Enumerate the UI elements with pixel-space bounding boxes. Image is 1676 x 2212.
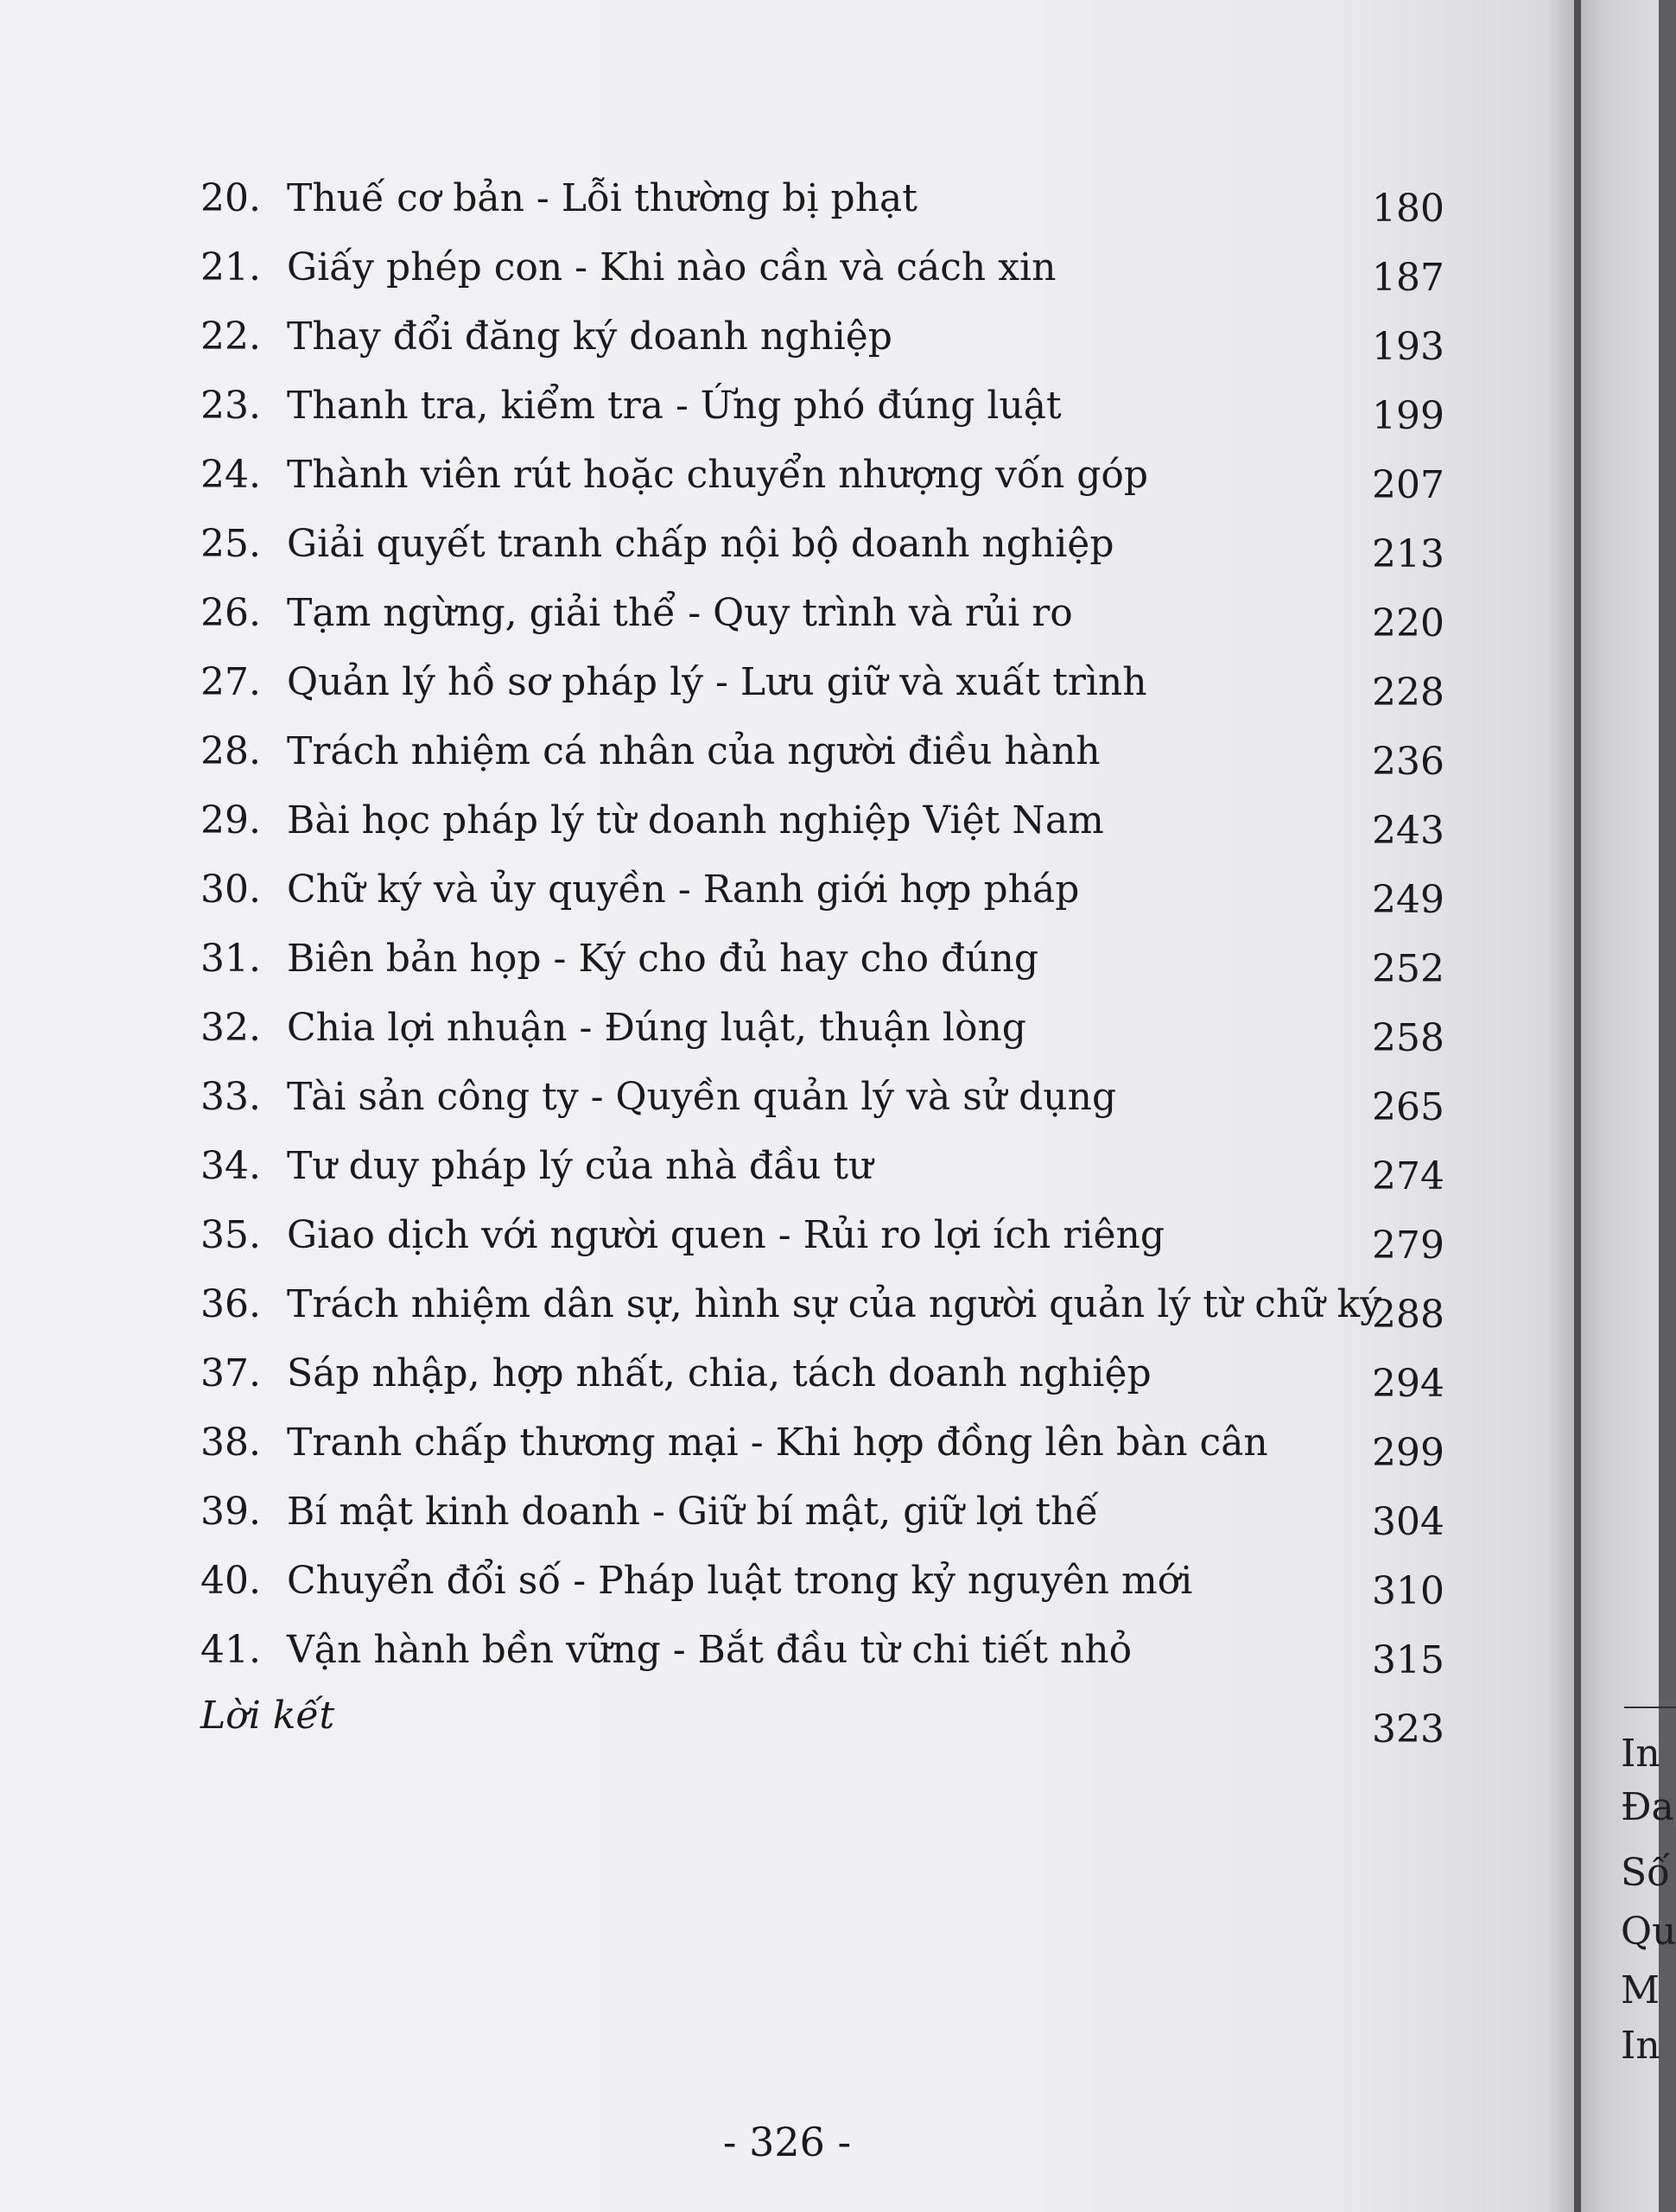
- toc-entry-24: [200, 441, 1444, 510]
- toc-entry-number: 39.: [200, 1490, 261, 1534]
- toc-entry-title: Bí mật kinh doanh - Giữ bí mật, giữ lợi thế: [287, 1490, 1099, 1534]
- toc-entry-number: 36.: [200, 1282, 261, 1326]
- toc-entry-page: 207: [1372, 463, 1444, 507]
- toc-entry-number: 34.: [200, 1144, 261, 1188]
- toc-entry-number: 38.: [200, 1421, 261, 1465]
- toc-entry-title: Chuyển đổi số - Pháp luật trong kỷ nguyên mới: [287, 1559, 1193, 1603]
- toc-entry-page: 187: [1372, 256, 1444, 300]
- toc-entry-28: [200, 717, 1444, 786]
- adjacent-page-fragment: Số: [1621, 1851, 1671, 1895]
- toc-entry-number: 21.: [200, 245, 261, 289]
- toc-entry-38: [200, 1408, 1444, 1478]
- toc-entry-page: 213: [1372, 532, 1444, 576]
- toc-entry-number: 33.: [200, 1075, 261, 1119]
- adjacent-page-fragment: In: [1621, 2024, 1660, 2068]
- toc-entry-page: 252: [1372, 947, 1444, 991]
- toc-entry-page: 265: [1372, 1085, 1444, 1129]
- toc-entry-number: 35.: [200, 1213, 261, 1257]
- toc-entry-title: Giấy phép con - Khi nào cần và cách xin: [287, 245, 1057, 289]
- toc-entry-title: Bài học pháp lý từ doanh nghiệp Việt Nam: [287, 798, 1104, 842]
- toc-entry-21: [200, 233, 1444, 302]
- toc-entry-page: 220: [1372, 601, 1444, 645]
- toc-entry-number: 40.: [200, 1559, 261, 1603]
- toc-entry-page: 299: [1372, 1431, 1444, 1475]
- toc-entry-number: 20.: [200, 176, 261, 220]
- toc-entry-page: 288: [1372, 1293, 1444, 1337]
- adjacent-page: [1581, 0, 1676, 2212]
- toc-entry-page: 315: [1372, 1638, 1444, 1682]
- toc-entry-30: [200, 855, 1444, 925]
- toc-entry-number: 29.: [200, 798, 261, 842]
- toc-entry-40: [200, 1547, 1444, 1616]
- toc-entry-title: Chữ ký và ủy quyền - Ranh giới hợp pháp: [287, 868, 1080, 912]
- adjacent-page-fragment: Qu: [1621, 1910, 1676, 1954]
- page-gutter-shadow: [1546, 0, 1581, 2212]
- adjacent-page-fragment: Đa: [1621, 1785, 1674, 1829]
- toc-entry-36: [200, 1270, 1444, 1339]
- toc-entry-number: 30.: [200, 868, 261, 912]
- toc-entry-page: 243: [1372, 809, 1444, 853]
- toc-entry-title: Vận hành bền vững - Bắt đầu từ chi tiết nhỏ: [287, 1628, 1133, 1672]
- toc-entry-number: 25.: [200, 522, 261, 566]
- toc-entry-page: 236: [1372, 740, 1444, 784]
- toc-entry-26: [200, 579, 1444, 648]
- toc-entry-title: Chia lợi nhuận - Đúng luật, thuận lòng: [287, 1006, 1026, 1050]
- toc-entry-page: 199: [1372, 394, 1444, 438]
- toc-entry-page: 180: [1372, 187, 1444, 231]
- toc-entry-number: 23.: [200, 384, 261, 428]
- adjacent-page-fragment: M: [1621, 1968, 1660, 2012]
- toc-entry-31: [200, 925, 1444, 994]
- toc-entry-title: Thành viên rút hoặc chuyển nhượng vốn góp: [287, 453, 1149, 497]
- toc-entry-number: 31.: [200, 937, 261, 981]
- toc-entry-page: 228: [1372, 671, 1444, 715]
- toc-entry-title: Thanh tra, kiểm tra - Ứng phó đúng luật: [287, 384, 1062, 428]
- toc-entry-title: Giao dịch với người quen - Rủi ro lợi ích riêng: [287, 1213, 1165, 1257]
- epilogue-page: 323: [1372, 1707, 1444, 1751]
- toc-entry-page: 249: [1372, 878, 1444, 922]
- toc-entry-title: Sáp nhập, hợp nhất, chia, tách doanh nghiệp: [287, 1351, 1152, 1395]
- toc-entry-title: Tranh chấp thương mại - Khi hợp đồng lên bàn cân: [287, 1421, 1268, 1465]
- toc-entry-title: Tư duy pháp lý của nhà đầu tư: [287, 1144, 873, 1188]
- toc-entry-32: [200, 994, 1444, 1063]
- toc-entry-title: Quản lý hồ sơ pháp lý - Lưu giữ và xuất trình: [287, 660, 1147, 704]
- toc-entry-27: [200, 648, 1444, 717]
- toc-entry-25: [200, 510, 1444, 579]
- toc-entry-page: 279: [1372, 1224, 1444, 1268]
- toc-entry-title: Tạm ngừng, giải thể - Quy trình và rủi ro: [287, 591, 1073, 635]
- toc-entry-page: 193: [1372, 325, 1444, 369]
- toc-entry-23: [200, 372, 1444, 441]
- toc-entry-number: 26.: [200, 591, 261, 635]
- toc-entry-20: [200, 164, 1444, 233]
- adjacent-page-rule: [1624, 1707, 1676, 1708]
- toc-entry-page: 304: [1372, 1500, 1444, 1544]
- toc-entry-number: 24.: [200, 453, 261, 497]
- toc-entry-number: 32.: [200, 1006, 261, 1050]
- toc-entry-number: 27.: [200, 660, 261, 704]
- toc-entry-title: Tài sản công ty - Quyền quản lý và sử dụng: [287, 1075, 1117, 1119]
- toc-entry-number: 37.: [200, 1351, 261, 1395]
- toc-entry-41: [200, 1616, 1444, 1685]
- toc-entry-35: [200, 1201, 1444, 1270]
- toc-entry-37: [200, 1339, 1444, 1408]
- toc-entry-number: 28.: [200, 729, 261, 773]
- toc-epilogue: [200, 1681, 1444, 1751]
- toc-entry-page: 310: [1372, 1569, 1444, 1613]
- toc-entry-title: Thuế cơ bản - Lỗi thường bị phạt: [287, 176, 917, 220]
- toc-entry-number: 22.: [200, 315, 261, 359]
- toc-entry-page: 258: [1372, 1016, 1444, 1060]
- toc-entry-title: Giải quyết tranh chấp nội bộ doanh nghiệp: [287, 522, 1114, 566]
- toc-entry-33: [200, 1063, 1444, 1132]
- toc-entry-29: [200, 786, 1444, 855]
- toc-entry-title: Biên bản họp - Ký cho đủ hay cho đúng: [287, 937, 1039, 981]
- toc-entry-22: [200, 302, 1444, 372]
- toc-entry-page: 274: [1372, 1154, 1444, 1198]
- toc-entry-title: Trách nhiệm cá nhân của người điều hành: [287, 729, 1101, 773]
- toc-entry-page: 294: [1372, 1362, 1444, 1406]
- toc-entry-39: [200, 1478, 1444, 1547]
- toc-entry-title: Thay đổi đăng ký doanh nghiệp: [287, 315, 892, 359]
- page-number: - 326 -: [722, 2119, 852, 2165]
- epilogue-title: Lời kết: [200, 1694, 335, 1738]
- table-of-contents: [200, 164, 1444, 1685]
- toc-entry-title: Trách nhiệm dân sự, hình sự của người quản lý từ chữ ký: [287, 1282, 1382, 1326]
- toc-entry-number: 41.: [200, 1628, 261, 1672]
- adjacent-page-fragment: In: [1621, 1732, 1660, 1776]
- toc-entry-34: [200, 1132, 1444, 1201]
